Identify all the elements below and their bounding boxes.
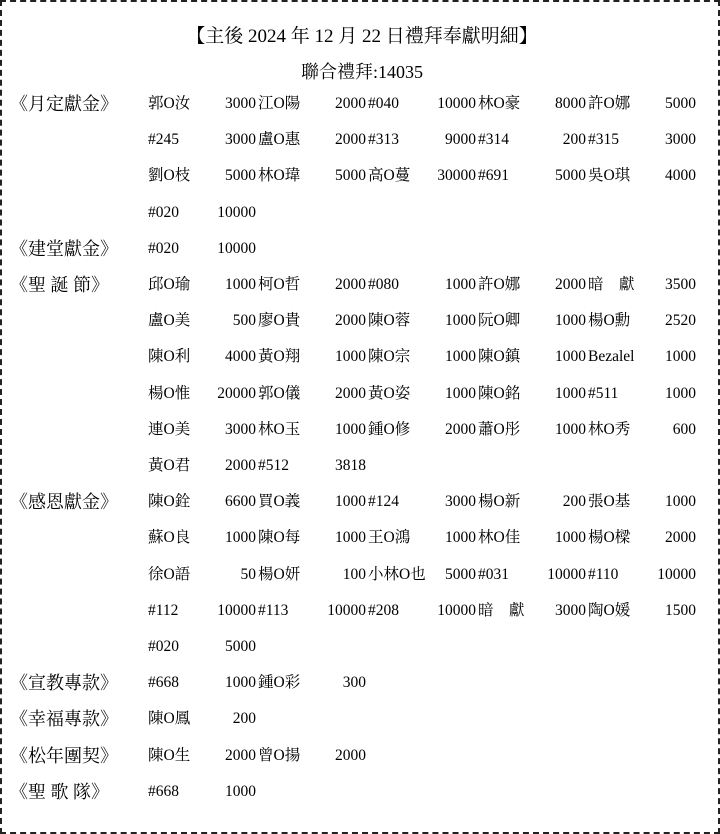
donor-name: 吳O琪 bbox=[588, 167, 631, 185]
donation-amount: 200 bbox=[562, 131, 586, 149]
offering-row bbox=[148, 484, 700, 520]
offering-entry bbox=[258, 267, 366, 303]
donor-name: 陳O銓 bbox=[148, 493, 191, 511]
donor-name: #020 bbox=[148, 638, 179, 655]
offering-entry bbox=[148, 122, 256, 158]
offering-entry bbox=[368, 267, 476, 303]
donation-amount: 3000 bbox=[225, 420, 256, 438]
offering-entry bbox=[368, 412, 476, 448]
offering-entry bbox=[148, 593, 256, 629]
offering-entry bbox=[258, 593, 366, 629]
offering-entry bbox=[588, 520, 696, 556]
donation-amount: 9000 bbox=[445, 131, 476, 149]
donation-amount: 1000 bbox=[555, 348, 586, 366]
donor-name: 陳O生 bbox=[148, 746, 191, 764]
donor-name: 郭O儀 bbox=[258, 384, 301, 402]
offering-entry bbox=[588, 339, 696, 375]
donation-amount: 1000 bbox=[445, 276, 476, 293]
donor-name: 陳O蓉 bbox=[368, 312, 411, 330]
donation-amount: 10000 bbox=[217, 203, 256, 221]
offering-row bbox=[148, 774, 700, 810]
donor-name: #040 bbox=[368, 95, 399, 112]
donation-amount: 600 bbox=[672, 420, 696, 438]
offering-entry bbox=[588, 593, 696, 629]
donation-amount: 1000 bbox=[445, 384, 476, 402]
offering-entry bbox=[258, 158, 366, 194]
donation-amount: 1000 bbox=[225, 529, 256, 547]
offering-entry bbox=[588, 412, 696, 448]
offering-row bbox=[148, 629, 700, 665]
donation-amount: 100 bbox=[342, 565, 366, 583]
donation-amount: 200 bbox=[232, 710, 256, 728]
offering-entry bbox=[588, 557, 696, 593]
donor-name: #245 bbox=[148, 131, 179, 149]
donation-amount: 3000 bbox=[445, 493, 476, 511]
offering-entry bbox=[258, 376, 366, 412]
offering-entry bbox=[258, 520, 366, 556]
donor-name: #112 bbox=[148, 601, 179, 619]
offering-entry bbox=[368, 86, 476, 122]
donation-amount: 1000 bbox=[445, 312, 476, 330]
donor-name: 陳O宗 bbox=[368, 348, 411, 366]
donation-amount: 1000 bbox=[225, 276, 256, 293]
donor-name: Bezalel bbox=[588, 348, 635, 366]
offering-entry bbox=[258, 448, 366, 484]
offering-entry bbox=[368, 484, 476, 520]
donation-amount: 1000 bbox=[225, 782, 256, 800]
donation-amount: 1000 bbox=[555, 420, 586, 438]
donation-amount: 1000 bbox=[225, 674, 256, 692]
offering-entry bbox=[368, 593, 476, 629]
donation-amount: 1000 bbox=[335, 493, 366, 511]
offering-row bbox=[148, 593, 700, 629]
donor-name: 廖O貴 bbox=[258, 312, 301, 330]
attendance-count: 聯合禮拜:14035 bbox=[300, 62, 423, 82]
offering-entry bbox=[148, 267, 256, 303]
offering-row bbox=[148, 231, 700, 267]
donation-amount: 4000 bbox=[665, 167, 696, 185]
donation-amount: 1000 bbox=[665, 493, 696, 511]
offering-entry bbox=[148, 557, 256, 593]
donation-amount: 50 bbox=[240, 565, 256, 583]
donation-amount: 10000 bbox=[327, 601, 366, 619]
donor-name: 林O玉 bbox=[258, 420, 301, 438]
offering-row bbox=[148, 738, 700, 774]
category-label: 《感恩獻金》 bbox=[10, 492, 118, 513]
donation-amount: 1000 bbox=[555, 384, 586, 402]
donor-name: 江O陽 bbox=[258, 95, 301, 112]
donor-name: 暗 獻 bbox=[588, 276, 635, 293]
offering-entry bbox=[148, 774, 256, 810]
donor-name: 鍾O修 bbox=[368, 420, 411, 438]
offering-entry bbox=[588, 484, 696, 520]
offering-entry bbox=[148, 448, 256, 484]
offering-row bbox=[148, 303, 700, 339]
category-label: 《宣教專款》 bbox=[10, 673, 118, 694]
donor-name: 高O蔓 bbox=[368, 167, 411, 185]
offering-entry bbox=[478, 158, 586, 194]
donor-name: 楊O妍 bbox=[258, 565, 301, 583]
donor-name: 鍾O彩 bbox=[258, 674, 301, 692]
offering-entry bbox=[148, 484, 256, 520]
donor-name: #020 bbox=[148, 239, 179, 257]
donation-amount: 1500 bbox=[665, 601, 696, 619]
donor-name: 楊O惟 bbox=[148, 384, 191, 402]
donor-name: 黃O翔 bbox=[258, 348, 301, 366]
donor-name: 陳O利 bbox=[148, 348, 191, 366]
donation-amount: 10000 bbox=[217, 601, 256, 619]
donation-amount: 3000 bbox=[225, 95, 256, 112]
donation-amount: 5000 bbox=[665, 95, 696, 112]
category-label: 《聖 誕 節》 bbox=[10, 275, 109, 295]
offering-entry bbox=[148, 158, 256, 194]
offering-entry bbox=[148, 195, 256, 231]
donor-name: #313 bbox=[368, 131, 399, 149]
offering-entry bbox=[478, 339, 586, 375]
donation-amount: 2520 bbox=[665, 312, 696, 330]
offering-entry bbox=[258, 412, 366, 448]
donation-amount: 1000 bbox=[445, 529, 476, 547]
donation-amount: 2000 bbox=[335, 384, 366, 402]
donor-name: 陶O媛 bbox=[588, 601, 631, 619]
offering-row bbox=[148, 195, 700, 231]
offering-row bbox=[148, 701, 700, 737]
donor-name: 陳O每 bbox=[258, 529, 301, 547]
offering-row bbox=[148, 122, 700, 158]
donation-amount: 3000 bbox=[225, 131, 256, 149]
donation-amount: 5000 bbox=[445, 565, 476, 583]
offering-entry bbox=[478, 86, 586, 122]
donor-name: #080 bbox=[368, 276, 399, 293]
offering-entry bbox=[258, 557, 366, 593]
donor-name: #124 bbox=[368, 493, 399, 511]
donor-name: 林O瑋 bbox=[258, 167, 301, 185]
donor-name: 暗 獻 bbox=[478, 601, 525, 619]
offering-row bbox=[148, 267, 700, 303]
donation-amount: 10000 bbox=[217, 239, 256, 257]
offering-entry bbox=[478, 593, 586, 629]
donor-name: #020 bbox=[148, 203, 179, 221]
offering-entry bbox=[478, 484, 586, 520]
offering-entry bbox=[368, 557, 476, 593]
donation-amount: 500 bbox=[232, 312, 256, 330]
offering-entry bbox=[478, 267, 586, 303]
donor-name: #691 bbox=[478, 167, 509, 185]
donation-amount: 2000 bbox=[555, 276, 586, 293]
donor-name: 陳O鎮 bbox=[478, 348, 521, 366]
category-label: 《建堂獻金》 bbox=[10, 238, 118, 259]
donation-amount: 3818 bbox=[335, 457, 366, 474]
category-label: 《幸福專款》 bbox=[10, 709, 118, 730]
offering-entry bbox=[478, 557, 586, 593]
donation-amount: 3500 bbox=[665, 276, 696, 293]
donation-amount: 1000 bbox=[665, 348, 696, 366]
donation-amount: 300 bbox=[342, 674, 366, 692]
donor-name: 陳O銘 bbox=[478, 384, 521, 402]
donor-name: #110 bbox=[588, 565, 619, 583]
donation-amount: 10000 bbox=[437, 601, 476, 619]
donation-amount: 8000 bbox=[555, 95, 586, 112]
donation-amount: 6600 bbox=[225, 493, 256, 511]
donation-amount: 10000 bbox=[437, 95, 476, 112]
donor-name: 楊O新 bbox=[478, 493, 521, 511]
offering-entry bbox=[588, 376, 696, 412]
donor-name: 王O鴻 bbox=[368, 529, 411, 547]
offering-entry bbox=[478, 122, 586, 158]
donor-name: 黃O姿 bbox=[368, 384, 411, 402]
offering-entry bbox=[368, 122, 476, 158]
donor-name: 郭O汝 bbox=[148, 95, 191, 112]
offering-row bbox=[148, 339, 700, 375]
donation-amount: 1000 bbox=[445, 348, 476, 366]
donor-name: 楊O樑 bbox=[588, 529, 631, 547]
offering-row bbox=[148, 86, 700, 122]
offering-entry bbox=[368, 520, 476, 556]
donor-name: 蕭O彤 bbox=[478, 420, 521, 438]
offering-entry bbox=[148, 339, 256, 375]
sheet-title: 【主後 2024 年 12 月 22 日禮拜奉獻明細】 bbox=[186, 26, 538, 47]
donor-name: #668 bbox=[148, 674, 179, 692]
donation-amount: 1000 bbox=[665, 384, 696, 402]
donor-name: 張O基 bbox=[588, 493, 631, 511]
donor-name: 許O娜 bbox=[588, 95, 631, 112]
donor-name: #315 bbox=[588, 131, 619, 149]
donation-amount: 10000 bbox=[547, 565, 586, 583]
donor-name: 黃O君 bbox=[148, 457, 191, 474]
donation-amount: 2000 bbox=[225, 457, 256, 474]
donor-name: #113 bbox=[258, 601, 289, 619]
offering-entry bbox=[148, 629, 256, 665]
donation-amount: 2000 bbox=[335, 312, 366, 330]
offering-entry bbox=[258, 86, 366, 122]
donation-amount: 2000 bbox=[665, 529, 696, 547]
donor-name: 林O豪 bbox=[478, 95, 521, 112]
donor-name: 林O佳 bbox=[478, 529, 521, 547]
donation-amount: 1000 bbox=[555, 529, 586, 547]
donor-name: #031 bbox=[478, 565, 509, 583]
donor-name: #511 bbox=[588, 384, 619, 402]
donation-amount: 2000 bbox=[335, 746, 366, 764]
donation-amount: 10000 bbox=[657, 565, 696, 583]
offering-row bbox=[148, 412, 700, 448]
offering-entry bbox=[478, 303, 586, 339]
donor-name: 楊O勳 bbox=[588, 312, 631, 330]
donation-amount: 1000 bbox=[335, 529, 366, 547]
offering-row bbox=[148, 520, 700, 556]
donation-amount: 5000 bbox=[555, 167, 586, 185]
donation-amount: 1000 bbox=[335, 420, 366, 438]
donor-name: 林O秀 bbox=[588, 420, 631, 438]
offering-entry bbox=[588, 86, 696, 122]
donor-name: 邱O瑜 bbox=[148, 276, 191, 293]
offering-row bbox=[148, 376, 700, 412]
donor-name: 阮O卿 bbox=[478, 312, 521, 330]
offering-row bbox=[148, 448, 700, 484]
offering-entry bbox=[258, 665, 366, 701]
offering-entry bbox=[588, 303, 696, 339]
donor-name: 連O美 bbox=[148, 420, 191, 438]
donor-name: 買O義 bbox=[258, 493, 301, 511]
offering-entry bbox=[478, 520, 586, 556]
donor-name: 劉O枝 bbox=[148, 167, 191, 185]
offering-entry bbox=[588, 122, 696, 158]
offering-entry bbox=[368, 339, 476, 375]
offering-entry bbox=[258, 339, 366, 375]
donation-amount: 1000 bbox=[555, 312, 586, 330]
donation-amount: 20000 bbox=[217, 384, 256, 402]
offering-entry bbox=[148, 376, 256, 412]
offering-entry bbox=[588, 267, 696, 303]
donation-amount: 5000 bbox=[225, 638, 256, 655]
offering-entry bbox=[148, 231, 256, 267]
donation-amount: 2000 bbox=[335, 95, 366, 112]
donor-name: #668 bbox=[148, 782, 179, 800]
donor-name: 曾O揚 bbox=[258, 746, 301, 764]
donor-name: 柯O哲 bbox=[258, 276, 301, 293]
category-label: 《月定獻金》 bbox=[10, 94, 118, 114]
offering-entry bbox=[258, 738, 366, 774]
donor-name: 小林O也 bbox=[368, 565, 426, 583]
offering-entry bbox=[478, 376, 586, 412]
donation-amount: 2000 bbox=[335, 131, 366, 149]
donation-amount: 5000 bbox=[335, 167, 366, 185]
offering-row bbox=[148, 557, 700, 593]
donation-amount: 2000 bbox=[335, 276, 366, 293]
donor-name: 盧O惠 bbox=[258, 131, 301, 149]
donation-amount: 3000 bbox=[555, 601, 586, 619]
offering-entry bbox=[148, 738, 256, 774]
donation-amount: 4000 bbox=[225, 348, 256, 366]
donor-name: 徐O語 bbox=[148, 565, 191, 583]
offering-entry bbox=[258, 303, 366, 339]
category-label: 《松年團契》 bbox=[10, 745, 118, 766]
offering-entry bbox=[148, 86, 256, 122]
category-label: 《聖 歌 隊》 bbox=[10, 781, 109, 802]
donation-amount: 200 bbox=[562, 493, 586, 511]
donation-amount: 5000 bbox=[225, 167, 256, 185]
donor-name: #314 bbox=[478, 131, 509, 149]
offering-entry bbox=[148, 701, 256, 737]
offering-entry bbox=[368, 303, 476, 339]
offering-row bbox=[148, 665, 700, 701]
donor-name: 盧O美 bbox=[148, 312, 191, 330]
offering-entry bbox=[148, 412, 256, 448]
donor-name: 陳O鳳 bbox=[148, 710, 191, 728]
offering-entry bbox=[148, 520, 256, 556]
donor-name: #512 bbox=[258, 457, 289, 474]
donation-amount: 30000 bbox=[437, 167, 476, 185]
offering-entry bbox=[368, 376, 476, 412]
offering-entry bbox=[478, 412, 586, 448]
offering-entry bbox=[148, 303, 256, 339]
donor-name: 蘇O良 bbox=[148, 529, 191, 547]
donation-amount: 2000 bbox=[225, 746, 256, 764]
donor-name: 許O娜 bbox=[478, 276, 521, 293]
offering-entry bbox=[368, 158, 476, 194]
offering-entry bbox=[258, 484, 366, 520]
offering-entry bbox=[258, 122, 366, 158]
donor-name: #208 bbox=[368, 601, 399, 619]
donation-amount: 3000 bbox=[665, 131, 696, 149]
offering-entry bbox=[588, 158, 696, 194]
donation-amount: 2000 bbox=[445, 420, 476, 438]
donation-amount: 1000 bbox=[335, 348, 366, 366]
offering-row bbox=[148, 158, 700, 194]
offering-entry bbox=[148, 665, 256, 701]
